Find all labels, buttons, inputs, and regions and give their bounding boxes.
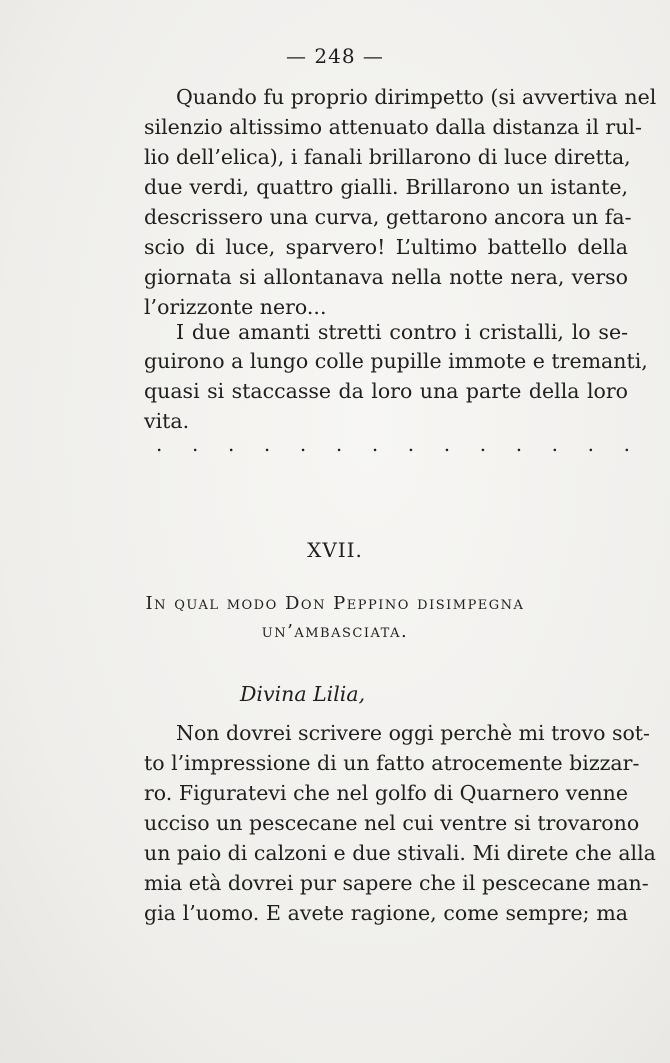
letter-line-4: ucciso un pescecane nel cui ventre si trovarono: [144, 811, 640, 835]
paragraph-1-line-1: Quando fu proprio dirimpetto (si avvertiva nel: [176, 85, 657, 109]
paragraph-2-line-3: quasi si staccasse da loro una parte della loro: [144, 379, 628, 403]
paragraph-1-line-8: l’orizzonte nero...: [144, 295, 327, 319]
ellipsis-dot: .: [335, 432, 343, 456]
page-number: — 248 —: [286, 44, 384, 68]
paragraph-1-line-6: scio di luce, sparvero! L’ultimo battello della: [144, 235, 628, 259]
paragraph-1-line-5: descrissero una curva, gettarono ancora un fa-: [144, 205, 632, 229]
chapter-title-line-2: un’ambasciata.: [261, 621, 409, 642]
paragraph-1-line-3: lio dell’elica), i fanali brillarono di luce diretta,: [144, 145, 631, 169]
ellipsis-dot: .: [479, 432, 487, 456]
ellipsis-dot: .: [407, 432, 415, 456]
paragraph-1-line-2: silenzio altissimo attenuato dalla distanza il rul-: [144, 115, 642, 139]
ellipsis-dot: .: [443, 432, 451, 456]
ellipsis-dot: .: [515, 432, 523, 456]
letter-line-6: mia età dovrei pur sapere che il pescecane man-: [144, 871, 649, 895]
paragraph-2-line-2: guirono a lungo colle pupille immote e tremanti,: [144, 349, 648, 373]
section-ellipsis: [156, 432, 630, 456]
letter-line-5: un paio di calzoni e due stivali. Mi direte che alla: [144, 841, 656, 865]
letter-line-3: ro. Figuratevi che nel golfo di Quarnero venne: [144, 781, 628, 805]
chapter-number: XVII.: [307, 538, 363, 562]
letter-salutation: Divina Lilia,: [240, 682, 366, 706]
paragraph-1-line-7: giornata si allontanava nella notte nera, verso: [144, 265, 628, 289]
letter-line-1: Non dovrei scrivere oggi perchè mi trovo sot-: [176, 721, 650, 745]
ellipsis-dot: .: [551, 432, 559, 456]
ellipsis-dot: .: [371, 432, 379, 456]
chapter-title-line-1: In qual modo Don Peppino disimpegna: [145, 593, 525, 614]
letter-line-2: to l’impressione di un fatto atrocemente bizzar-: [144, 751, 640, 775]
ellipsis-dot: .: [156, 432, 163, 456]
paragraph-2-line-4: vita.: [144, 409, 190, 433]
ellipsis-dot: .: [299, 432, 307, 456]
ellipsis-dot: .: [191, 432, 199, 456]
paragraph-2-line-1: I due amanti stretti contro i cristalli, lo se-: [176, 320, 628, 344]
ellipsis-dot: .: [623, 432, 630, 456]
paragraph-1-line-4: due verdi, quattro gialli. Brillarono un istante,: [144, 175, 628, 199]
ellipsis-dot: .: [227, 432, 235, 456]
ellipsis-dot: .: [587, 432, 594, 456]
ellipsis-dot: .: [263, 432, 271, 456]
letter-line-7: gia l’uomo. E avete ragione, come sempre; ma: [144, 901, 628, 925]
